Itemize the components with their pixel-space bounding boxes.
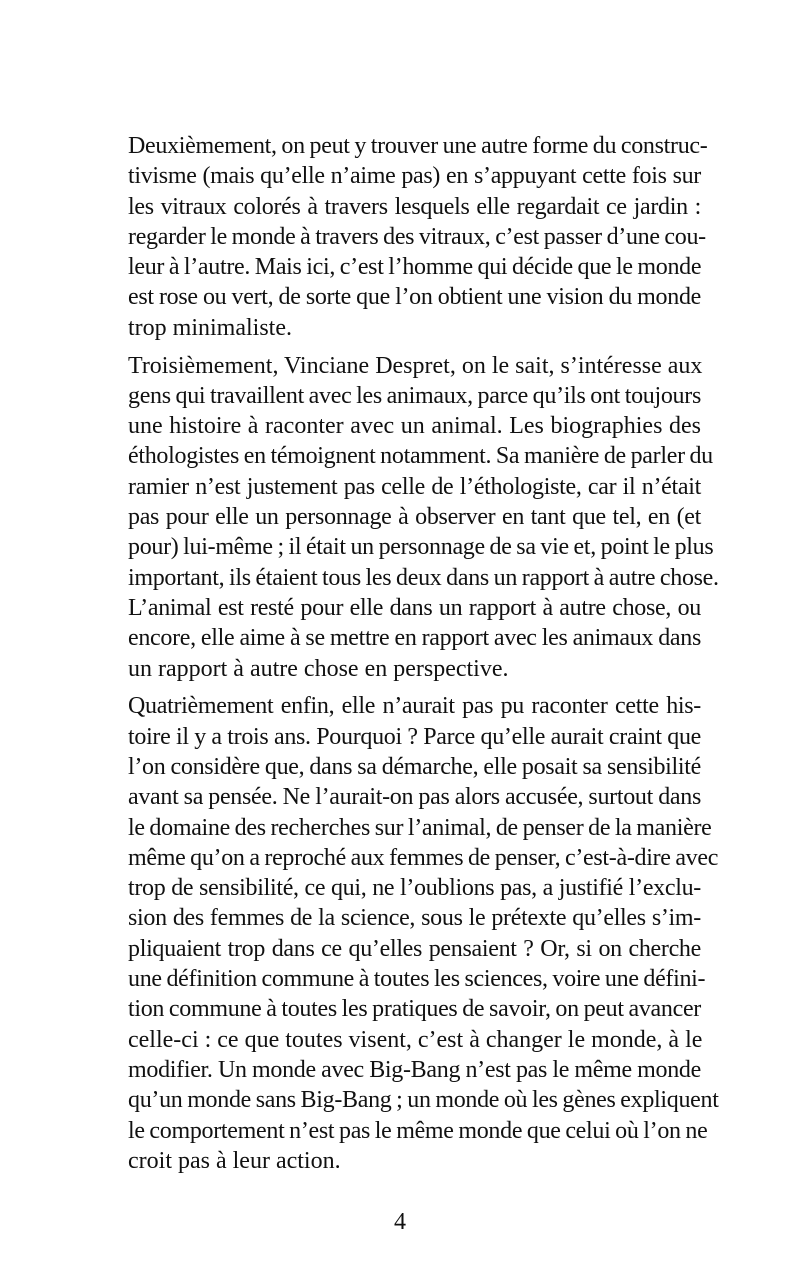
text-line: regarder le monde à travers des vitraux, c’est passer d’une cou- (128, 223, 706, 250)
text-line: pour) lui-même ; il était un personnage de sa vie et, point le plus (128, 534, 714, 561)
text-line: modifier. Un monde avec Big-Bang n’est pas le même monde (128, 1056, 701, 1083)
text-line: Deuxièmement, on peut y trouver une autre forme du construc- (128, 133, 708, 159)
text-line: tion commune à toutes les pratiques de savoir, on peut avancer (128, 996, 701, 1023)
text-line: le comportement n’est pas le même monde que celui où l’on ne (128, 1117, 708, 1144)
text-line: sion des femmes de la science, sous le prétexte qu’elles s’im- (128, 905, 701, 932)
text-line: encore, elle aime à se mettre en rapport avec les animaux dans (128, 625, 701, 652)
text-line: ramier n’est justement pas celle de l’éthologiste, car il n’était (128, 473, 701, 500)
text-line: celle-ci : ce que toutes visent, c’est à changer le monde, à le (128, 1026, 703, 1053)
text-line: l’on considère que, dans sa démarche, elle posait sa sensibilité (128, 753, 701, 780)
text-line: toire il y a trois ans. Pourquoi ? Parce qu’elle aurait craint que (128, 723, 701, 750)
text-line: qu’un monde sans Big-Bang ; un monde où les gènes expliquent (128, 1087, 719, 1114)
text-line: important, ils étaient tous les deux dans un rapport à autre chose. (128, 564, 719, 591)
page-body (128, 131, 719, 1184)
text-line: trop minimaliste. (128, 314, 292, 341)
paragraph (128, 351, 719, 684)
text-line: Troisièmement, Vinciane Despret, on le sait, s’intéresse aux (128, 352, 703, 379)
text-line: gens qui travaillent avec les animaux, parce qu’ils ont toujours (128, 382, 701, 409)
text-line: tivisme (mais qu’elle n’aime pas) en s’appuyant cette fois sur (128, 163, 701, 190)
text-line: le domaine des recherches sur l’animal, de penser de la manière (128, 814, 712, 841)
text-line: leur à l’autre. Mais ici, c’est l’homme qui décide que le monde (128, 254, 702, 281)
paragraph (128, 131, 708, 343)
paragraph (128, 691, 719, 1176)
text-line: trop de sensibilité, ce qui, ne l’oublions pas, a justifié l’exclu- (128, 875, 701, 902)
text-line: un rapport à autre chose en perspective. (128, 655, 509, 682)
text-line: une histoire à raconter avec un animal. Les biographies des (128, 413, 701, 440)
text-line: éthologistes en témoignent notamment. Sa manière de parler du (128, 443, 713, 470)
text-line: même qu’on a reproché aux femmes de penser, c’est-à-dire avec (128, 844, 719, 871)
text-line: L’animal est resté pour elle dans un rapport à autre chose, ou (128, 594, 701, 621)
text-line: pas pour elle un personnage à observer en tant que tel, en (et (128, 504, 701, 531)
text-line: une définition commune à toutes les sciences, voire une défini- (128, 966, 706, 993)
text-line: les vitraux colorés à travers lesquels elle regardait ce jardin : (128, 193, 701, 220)
text-line: croit pas à leur action. (128, 1147, 341, 1174)
text-line: avant sa pensée. Ne l’aurait-on pas alors accusée, surtout dans (128, 784, 701, 811)
page-number: 4 (394, 1209, 406, 1235)
text-line: est rose ou vert, de sorte que l’on obtient une vision du monde (128, 284, 701, 311)
text-line: Quatrièmement enfin, elle n’aurait pas pu raconter cette his- (128, 693, 701, 720)
text-line: pliquaient trop dans ce qu’elles pensaient ? Or, si on cherche (128, 935, 701, 962)
